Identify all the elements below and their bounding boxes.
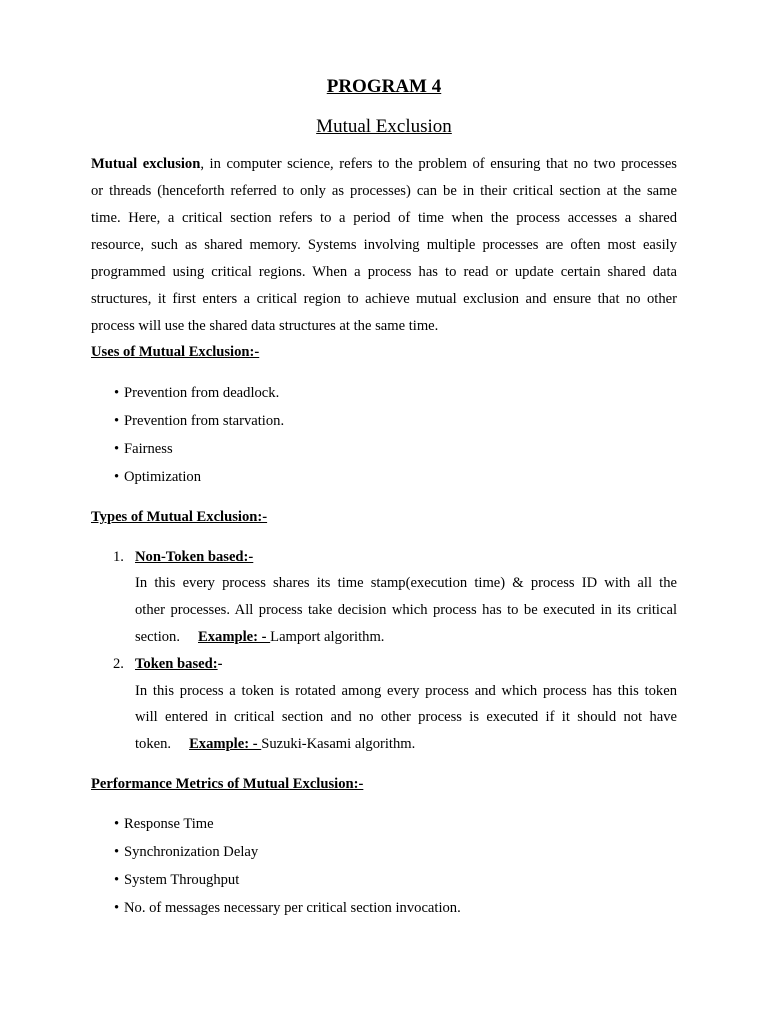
list-item: [114, 413, 284, 430]
type-heading-suffix: -: [217, 656, 223, 672]
type-line-text: token.: [135, 736, 172, 752]
list-item-text: Prevention from deadlock.: [124, 385, 280, 401]
intro-term: Mutual exclusion: [91, 156, 201, 172]
type-line: will entered in critical section and no other process is executed if it should not have: [135, 709, 677, 725]
bullet-icon: •: [114, 816, 120, 832]
list-item: [114, 872, 239, 889]
list-item-text: System Throughput: [124, 872, 240, 888]
list-item: [114, 816, 214, 833]
list-item: [114, 385, 279, 402]
uses-heading: Uses of Mutual Exclusion:-: [91, 344, 260, 360]
intro-line-7: process will use the shared data structures at the same time.: [91, 318, 439, 334]
metrics-heading: Performance Metrics of Mutual Exclusion:-: [91, 776, 364, 792]
example-label: Example: -: [189, 736, 262, 752]
types-heading: Types of Mutual Exclusion:-: [91, 509, 268, 525]
type-heading-text: Token based:: [135, 656, 218, 672]
intro-line-5: programmed using critical regions. When a process has to read or update certain shared data: [91, 264, 677, 280]
example-label: Example: -: [198, 629, 271, 645]
intro-line-6: structures, it first enters a critical region to achieve mutual exclusion and ensure that no other: [91, 291, 677, 307]
list-item: [114, 844, 258, 861]
example-value: Suzuki-Kasami algorithm.: [261, 736, 416, 752]
bullet-icon: •: [114, 900, 120, 916]
type-heading-token: [135, 656, 222, 673]
page-title: PROGRAM 4: [326, 76, 442, 97]
list-number: 1.: [113, 549, 124, 565]
list-item-text: Synchronization Delay: [124, 844, 259, 860]
list-item-text: No. of messages necessary per critical section invocation.: [124, 900, 461, 916]
type-line-text: section.: [135, 629, 180, 645]
intro-line-4: resource, such as shared memory. Systems involving multiple processes are often most easily: [91, 237, 677, 253]
list-item-text: Response Time: [124, 816, 214, 832]
intro-line-1: [91, 156, 677, 173]
list-item: [114, 900, 461, 917]
intro-line-2: or threads (henceforth referred to only as processes) can be in their critical section at the same: [91, 183, 677, 199]
intro-line-text: , in computer science, refers to the problem of ensuring that no two processes: [200, 156, 677, 172]
list-item: [114, 441, 173, 458]
intro-line-3: time. Here, a critical section refers to a period of time when the process accesses a shared: [91, 210, 677, 226]
type-heading-non-token: Non-Token based:-: [135, 549, 254, 565]
list-number: 2.: [113, 656, 124, 672]
list-item: [114, 469, 201, 486]
bullet-icon: •: [114, 385, 120, 401]
bullet-icon: •: [114, 844, 120, 860]
list-item-text: Prevention from starvation.: [124, 413, 285, 429]
example-value: Lamport algorithm.: [270, 629, 385, 645]
page-subtitle: Mutual Exclusion: [316, 116, 452, 137]
type-line: other processes. All process take decision which process has to be executed in its critical: [135, 602, 677, 618]
list-item-text: Fairness: [124, 441, 173, 457]
bullet-icon: •: [114, 872, 120, 888]
bullet-icon: •: [114, 469, 120, 485]
bullet-icon: •: [114, 441, 120, 457]
list-item-text: Optimization: [124, 469, 202, 485]
type-example-line: [135, 736, 677, 753]
type-example-line: [135, 629, 677, 646]
type-line: In this every process shares its time stamp(execution time) & process ID with all the: [135, 575, 677, 591]
type-line: In this process a token is rotated among every process and which process has this token: [135, 683, 677, 699]
bullet-icon: •: [114, 413, 120, 429]
